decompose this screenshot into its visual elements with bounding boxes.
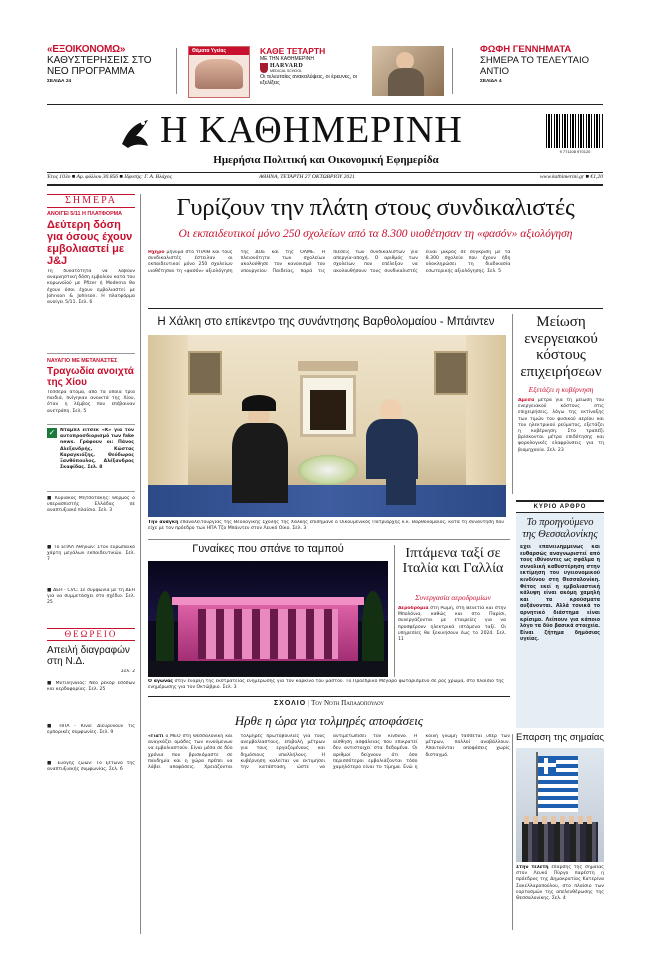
photo1-caption: Την ανάγκη επαναλειτουργίας της Θεολογικής Σχολής της Χάλκης επισήμανε ο Οικουμενικός Πατριάρχης κ.κ. Βαρθολομαίος, κατά τη συνάντηση που είχε με τον πρόεδρο των ΗΠΑ Τζο Μπάιντεν στον Λευκό Οίκο. Σελ. 3 <box>148 520 504 532</box>
dateline <box>47 174 603 183</box>
person-photo <box>372 46 444 96</box>
flag-title[interactable]: Επαρση της σημαίας <box>516 732 604 743</box>
caption-kicker: Ο αγώνας <box>148 679 173 684</box>
teaser-page: ΣΕΛΙΔΑ 4 <box>480 79 502 84</box>
sidebar-column <box>47 211 135 931</box>
sidebar-header: ΣΗΜΕΡΑ <box>47 194 135 208</box>
masthead-title: Η ΚΑΘΗΜΕΡΙΝΗ <box>160 109 463 151</box>
teaser-desc: Οι τελευταίες ανακαλύψεις, οι έρευνες, οι εξελίξεις <box>260 74 357 87</box>
barcode <box>546 114 604 156</box>
sidebar-bullet[interactable]: ■ ΗΠΑ - Κίνα: Διευρύνουν τις εμπορικές συμφωνίες. Σελ. 9 <box>47 724 135 736</box>
story2-sub: Εξετάζει η κυβέρνηση <box>528 385 594 394</box>
teaser-sub: ΜΕ ΤΗΝ ΚΑΘΗΜΕΡΙΝΗ <box>260 56 314 62</box>
sidebar-body: Τέσσερα άτομα, από τα οποία τρία παιδιά, πνίγηκαν ανοικτά της Χίου, όταν η λέμβος που επέβαιναν ανετράπη. Σελ. 5 <box>47 390 135 414</box>
photo2-title[interactable]: Γυναίκες που σπάνε το ταμπού <box>192 543 344 555</box>
teaser-kicker: «ΕΞΟΙΚΟΝΟΜΩ» <box>47 44 126 55</box>
lead-in: «Γιατί <box>148 734 164 739</box>
editorial-title[interactable]: Το προηγούμενο της Θεσσαλονίκης <box>522 517 598 540</box>
sidebar-kicker: ΝΑΥΑΓΙΟ ΜΕ ΜΕΤΑΝΑΣΤΕΣ <box>47 358 118 364</box>
sidebar-headline[interactable]: Τραγωδία ανοιχτά της Χίου <box>47 366 134 388</box>
checkmark-icon: ✓ <box>48 428 56 437</box>
sidebar-body: Σελ. 2 <box>121 669 135 674</box>
opinion-author: Του Νότη Παπαδόπουλου <box>311 699 385 707</box>
magazine-cover-image <box>188 46 250 98</box>
meeting-photo <box>148 335 506 517</box>
teaser-title: ΚΑΘΥΣΤΕΡΗΣΕΙΣ ΣΤΟ ΝΕΟ ΠΡΟΓΡΑΜΜΑ <box>47 55 152 77</box>
sidebar-body: Τη δυνατότητα να λάβουν αναμνηστική δόση εμβολίου κατά του κορωνοϊού με Pfizer ή Moderna θα έχουν όσοι έχουν εμβολιαστεί με Johnson & Johnson. Η πλατφόρμα ανοίγει 5/11. Σελ. 6 <box>47 269 135 306</box>
sidebar-bullet[interactable]: ■ Ευαγής ζωών: Το ξέτωνο της αναπτυξιακής συμφωνίας. Σελ. 6 <box>47 761 135 773</box>
story3-sub: Συνεργασία αεροδρομίων <box>415 593 491 602</box>
shield-icon <box>260 63 268 73</box>
lead-in: Αεροδρόμια <box>398 606 429 611</box>
editorial-box <box>516 500 604 728</box>
flag-ceremony-photo <box>516 748 604 862</box>
promo-text: Νταμπλ είτσεκ «Κ» για τον αυτοπροσδιορισμό των fake news. Γράφουν οι: Πάνος Αλεξανδρής, Κώστας Καραγκιόζης, Θεόδωρος Ξανθόπουλος, Αλέξανδρος Σκαφίδας. Σελ. 8 <box>60 428 134 471</box>
sidebar-bullet[interactable]: ■ ΔΕΗ - CVC: Σε συμφωνία με τη ΔΕΗ για να συμμετάσχει στο σχέδιο. Σελ. 25 <box>47 588 135 606</box>
dateline-right: www.kathimerini.gr ■ €1,20 <box>539 174 603 180</box>
photo1-title[interactable]: Η Χάλκη στο επίκεντρο της συνάντησης Βαρθολομαίου - Μπάιντεν <box>157 316 495 328</box>
teaser-kicker: ΚΑΘΕ ΤΕΤΑΡΤΗ <box>260 46 326 56</box>
barcode-number: 9 771108 970120 <box>559 149 591 154</box>
teaser-page: ΣΕΛΙΔΑ 24 <box>47 79 72 84</box>
opinion-label: ΣΧΟΛΙΟ | Του Νότη Παπαδόπουλου <box>273 699 385 707</box>
caption-kicker: Στην τελετή <box>516 865 549 870</box>
masthead-logo-icon <box>118 114 152 152</box>
brand-sub: MEDICAL SCHOOL <box>270 69 303 73</box>
masthead-subtitle: Ημερήσια Πολιτική και Οικονομική Εφημερίδα <box>213 154 439 166</box>
opinion-kicker: ΣΧΟΛΙΟ <box>273 700 307 707</box>
story2-headline[interactable]: Μείωση ενεργειακού κόστους επιχειρήσεων <box>520 314 602 380</box>
sidebar-section-header: ΘΕΩΡΕΙΟ <box>47 628 135 641</box>
sidebar-headline[interactable]: Απειλή διαγραφών στη Ν.Δ. <box>47 645 130 667</box>
sidebar-bullet[interactable]: ■ Μυτιληναίος: Νέο ρεκόρ εσόδων και κερδοφορίας. Σελ. 25 <box>47 681 135 693</box>
editorial-label: ΚΥΡΙΟ ΑΡΘΡΟ <box>516 502 604 513</box>
teaser-title: ΣΗΜΕΡΑ ΤΟ ΤΕΛΕΥΤΑΙΟ ΑΝΤΙΟ <box>480 55 590 77</box>
lead-body: Ηχηρό μήνυμα στο ΥΠΑΙΘ και τους συνδικαλιστές έστειλαν οι εκπαιδευτικοί μόνο 250 σχολείων υιοθέτησαν τη «φασόν» αξιολόγηση της ΔΟΕ και της ΟΛΜΕ. Η πλειονότητα των σχολείων ακολούθησε τον κανονισμό του υπουργείου Παιδείας, παρά τις πιέσεις των συνδικαλιστών για απεργία-αποχή. Ο αριθμός των σχολείων που επέλεξαν να ακολουθήσουν τους συνδικαλιστές είναι μικρός σε σύγκριση με τα 8.300 σχολεία που έχουν ήδη ολοκληρώσει τη διαδικασία εσωτερικής αξιολόγησης. Σελ. 5 <box>148 250 511 274</box>
dateline-center: ΑΘΗΝΑ, ΤΕΤΑΡΤΗ 27 ΟΚΤΩΒΡΙΟΥ 2021 <box>259 174 355 180</box>
magazine-title: Θέματα Υγείας <box>189 47 249 55</box>
teaser-middle[interactable] <box>260 46 370 96</box>
teaser-kicker: ΦΩΦΗ ΓΕΝΝΗΜΑΤΑ <box>480 44 572 55</box>
pink-building-photo <box>148 561 388 677</box>
sidebar-kicker: ΑΝΟΙΓΕΙ 5/11 Η ΠΛΑΤΦΟΡΜΑ <box>47 211 123 217</box>
sidebar-bullet[interactable]: ■ Το ΕΠΑΛ Αθηνών: Στον ευρωπαϊκό χάρτη μεγάλων εκπαιδευτικών. Σελ. 7 <box>47 545 135 563</box>
story3-headline[interactable]: Ιπτάμενα ταξί σε Ιταλία και Γαλλία <box>402 546 504 576</box>
teaser-left[interactable] <box>47 44 165 94</box>
lead-in: Ηχηρό <box>148 250 165 255</box>
lead-deck: Οι εκπαιδευτικοί μόνο 250 σχολείων από τα 8.300 υιοθέτησαν τη «φασόν» αξιολόγηση <box>178 228 573 240</box>
teaser-right[interactable] <box>480 44 600 94</box>
story2-body: Αμεσα μέτρα για τη μείωση του ενεργειακού κόστους στις επιχειρήσεις, λόγω της εκτίναξης των τιμών του φυσικού αερίου και του ηλεκτρικού ρεύματος, εξετάζει η κυβέρνηση. Στο τραπέζι βρίσκονται μέτρα επιδότησης και φορολογικές ελαφρύνσεις για τη βιομηχανία. Σελ. 23 <box>518 398 604 453</box>
sidebar-headline[interactable]: Δεύτερη δόση για όσους έχουν εμβολιαστεί με J&J <box>47 219 133 267</box>
brand-name: HARVARD <box>270 63 304 69</box>
photo2-caption: Ο αγώνας στην έναρξη της εκστρατείας ενημέρωσης για τον καρκίνο του μαστού. Το Προεδρικό Μέγαρο φωταρισμένο σε ροζ χρώμα, στο πλαίσιο της ενημέρωσης για τον Οκτώβριο. Σελ. 3 <box>148 679 504 691</box>
sidebar-bullet[interactable]: ■ Κυριάκος Μητσοτάκης: Θερμός ο υπερασπιστής Ελλάδας σε αναπτυξιακό πλαίσιο. Σελ. 3 <box>47 496 135 514</box>
story3-body: Αεροδρόμια στη Ρώμη, στη Βενετία και στην Μπολόνια, καθώς και στο Παρίσι, συνεργάζονται με εταιρείες για να προσφέρουν ηλεκτρικά ιπτάμενα ταξί. Οι υπηρεσίες θα ξεκινήσουν έως το 2024. Σελ. 11 <box>398 606 506 643</box>
lead-in: Αμεσα <box>518 398 535 403</box>
dateline-left: Έτος 103ο ■ Αρ. φύλλου 30.856 ■ Ιδρυτής: Γ. Α. Βλάχος <box>47 174 172 180</box>
lead-headline[interactable]: Γυρίζουν την πλάτη στους συνδικαλιστές <box>176 194 575 221</box>
caption-kicker: Την ανάγκη <box>148 520 179 525</box>
opinion-body: «Γιατί ο ΜΕΟ στη Θεσσαλονίκη και αναγκάζει ομάδες των κινούμενων να εμβολιαστούν. Είναι μέσα σε δύο χρόνια που βρισκόμαστε σε πανδημία και η χώρα πρέπει να λάβει αποφάσεις. Χρειάζονται τολμηρές πρωτοβουλίες για τους ανεμβολίαστους, επιβολή μέτρων για τους εργαζομένους και δημόσιους υπαλλήλους. Η κυβέρνηση καλείται να εκτιμήσει την κατάσταση, ώστε να αντιμετωπίσει τον κίνδυνο. Η αίσθηση ασφάλειας που επικρατεί δεν αντιστοιχεί στα δεδομένα. Οι αριθμοί δείχνουν ότι όσο περισσότεροι εμβολιάζονται τόσο χαμηλότερο είναι το τίμημα. Ενώ η κοινή γνώμη τάσσεται υπέρ των μέτρων, πολλοί αναβάλλουν. Απαιτούνται αποφάσεις χωρίς δισταγμό. <box>148 734 510 771</box>
flag-caption: Στην τελετή έπαρσης της σημαίας στον Λευκό Πύργο παρέστη η πρόεδρος της Δημοκρατίας Κατερίνα Σακελλαροπούλου, στο πλαίσιο των εορτασμών της απελευθέρωσης της Θεσσαλονίκης. Σελ. 4 <box>516 865 604 902</box>
editorial-body: Εχει επανειλημμένως και ευθαρσώς αναγνωριστεί από τους ιθύνοντες ως σφάλμα η συνολική καθυστέρηση στην εκτίμηση του υγειονομικού κινδύνου στη Θεσσαλονίκη. Φέτος εκεί η εμβολιαστική κάλυψη είναι ακόμη χαμηλή και τα κρούσματα αυξάνονται. Αλλά τονικά το αρνητικό διάστημα είναι κρίσιμο. Λείπουν για κάποιο λόγο τα δύο βασικά στοιχεία. Είναι ζήτημα δημόσιας υγείας. <box>520 545 600 643</box>
opinion-title[interactable]: Ηρθε η ώρα για τολμηρές αποφάσεις <box>234 713 424 728</box>
